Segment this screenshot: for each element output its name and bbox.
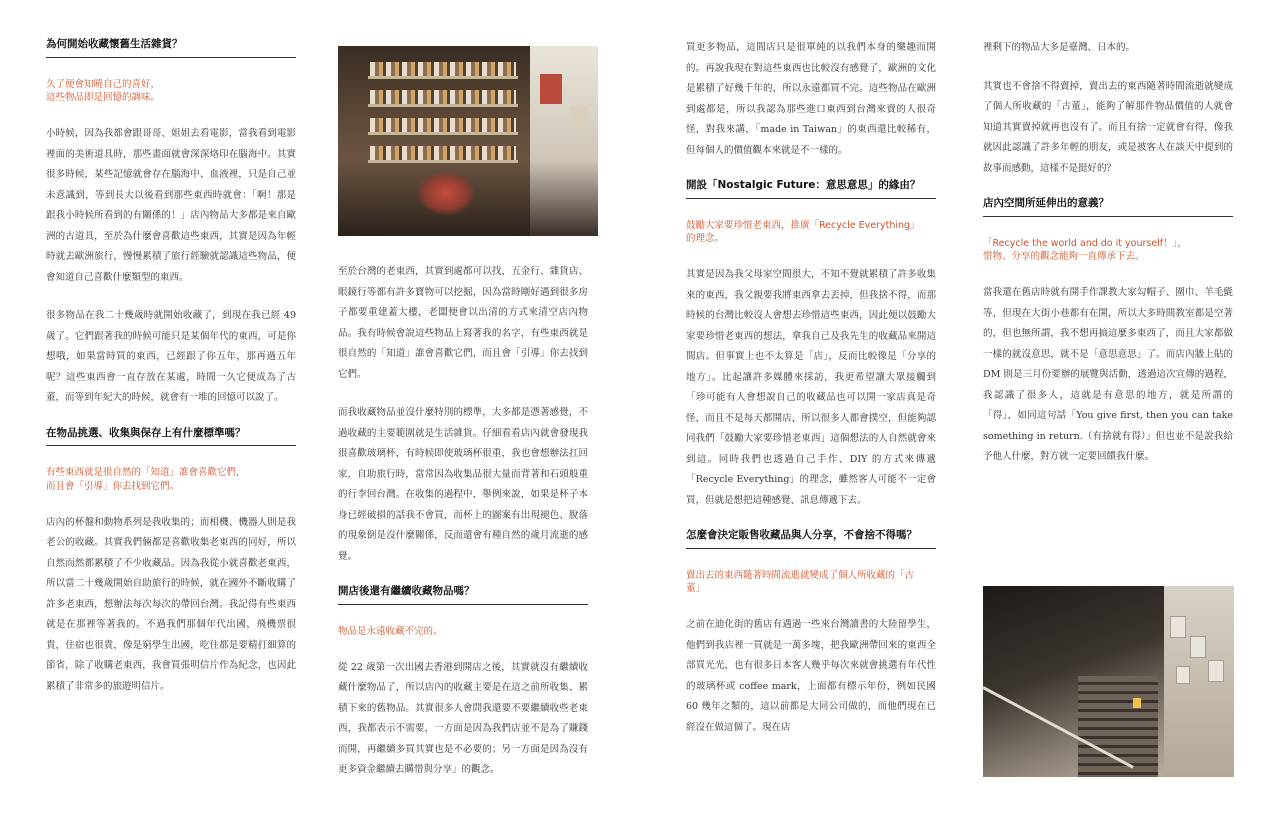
- body-paragraph: 裡剩下的物品大多是臺灣、日本的。: [983, 42, 1136, 53]
- pull-quote-diy: 「Recycle the world and do it yourself！」， 惜物、分享的觀念能夠一直傳承下去。: [983, 237, 1187, 262]
- body-paragraph: 很多物品在我二十幾歲時就開始收藏了，到現在我已經 49 歲了。它們跟著我的時候可能只是某個年代的東西，可是你想哦，如果當時買的東西，已經跟了你五年，那再過五年呢？這些東西會一直存放在某處，時間一久它便成為了古董，而等到年紀大的時候，就會有一堆的回憶可以說了。: [46, 310, 296, 404]
- body-paragraph: 至於台灣的老東西，其實到處都可以找，五金行、雜貨店、眼鏡行等都有許多寶物可以挖掘，因為當時剛好遇到很多房子都要重建蓋大樓，老闆便會以出清的方式來清空店內物品。我有時候會說這些物品上寫著我的名字，有些東西就是很自然的「知道」誰會喜歡它們，而且會「引導」你去找到它們。: [338, 266, 588, 380]
- body-paragraph: 從 22 歲第一次出國去香港到開店之後，其實就沒有繼續收藏什麼物品了，所以店內的收藏主要是在這之前所收集、累積下來的舊物品。其實很多人會問我還要不要繼續收些老東西，我都表示不需要，一方面是因為我們店並不是為了賺錢而開，再繼續多買其實也是不必要的；另一方面是因為沒有更多資金繼續去購惜與分享」的觀念。: [338, 661, 588, 776]
- body-paragraph: 其實是因為我父母家空間很大，不知不覺就累積了許多收集來的東西，我父親要我將東西拿去丟掉，但我捨不得，而那時候的台灣比較沒人會想去珍惜這些東西，因此便以鼓勵大家要珍惜老東西的想法，拿我自己及我先生的收藏品來開這間店。但事實上也不太算是「店」，反而比較像是「分享的地方」。比起讓許多媒體來採訪，我更希望讓大眾接觸到「珍可能有人會想說自己的收藏品也可以開一家店真是奇怪，而且不是每天都開店，所以很多人都會撲空，但能夠認同我們「鼓勵大家要珍惜老東西」這個想法的人自然就會來到這。同時我們也透過自己手作、DIY 的方式來傳遞「Recycle Everything」的理念，雖然客人可能不一定會買，但就是想把這種感覺、訊息傳遞下去。: [686, 269, 936, 506]
- body-paragraph: 小時候，因為我都會跟哥哥、姐姐去看電影，當我看到電影裡面的美術道具時，那些畫面就會深深烙印在腦海中。其實很多時候，某些記憶就會存在腦海中、血液裡，只是自己並未意識到，等到長大以後看到那些東西時就會：「啊！那是跟我小時候所看到的有關係的！」店內物品大多都是來自歐洲的古道具，至於為什麼會喜歡這些東西，其實是因為年輕時就去歐洲旅行，慢慢累積了旅行經驗就認識這些物品，便會知道自己喜歡什麼類型的東西。: [46, 128, 296, 283]
- body-paragraph: 買更多物品，這間店只是很單純的以我們本身的樂趣而開的。再說我現在對這些東西也比較沒有感覺了，歐洲的文化是累積了好幾千年的，所以永遠都買不完。這些物品在歐洲到處都是，所以我認為那些進口東西到台灣來賣的人很奇怪，對我來講，「made in Taiwan」的東西還比較稀有，但每個人的價值觀本來就是不一樣的。: [686, 42, 936, 156]
- body-paragraph: 當我還在舊店時就有開手作課教大家勾帽子、圍巾、羊毛氈等，但現在大街小巷都有在開，所以大多時間教室都是空著的，但也無所謂，我不想再搞這麼多東西了，而且大家都做一樣的就沒意思，就不是「意思意思」了。而店內牆上貼的 DM 則是三月份要辦的展覽與活動，透過這次宣傳的過程，我認識了很多人，這就是有意思的地方，就是所謂的「得」，如同這句話「You give first, then you can take something in return.（有捨就有得）」但也並不是說我給予他人什麼，對方就一定要回饋我什麼。: [983, 287, 1233, 463]
- pull-quote-taste: 久了便會知曉自己的喜好， 這些物品即是回憶的調味。: [46, 78, 161, 103]
- section-heading-selling: 怎麼會決定販售收藏品與人分享，不會捨不得嗎？: [686, 529, 936, 549]
- pull-quote-recycle: 鼓勵大家要珍惜老東西，推廣「Recycle Everything」 的理念。: [686, 219, 920, 244]
- shop-interior-photo: [338, 46, 598, 236]
- body-paragraph: 其實也不會捨不得賣掉，賣出去的東西隨著時間流逝就變成了個人所收藏的「古董」，能夠了解那件物品價值的人就會知道其實賣掉就再也沒有了。而且有捨一定就會有得，像我就因此認識了許多年輕的朋友，或是被客人在談天中提到的故事而感動，這樣不是挺好的？: [983, 80, 1233, 174]
- column-2: [338, 38, 588, 799]
- column-3: [686, 38, 936, 756]
- section-heading-still-collecting: 開店後還有繼續收藏物品嗎？: [338, 585, 588, 605]
- section-heading-shop-origin: 開設「Nostalgic Future：意思意思」的緣由？: [686, 179, 936, 199]
- column-4: [983, 38, 1233, 486]
- section-heading-why-collect: 為何開始收藏懷舊生活雜貨？: [46, 38, 296, 58]
- pull-quote-know: 有些東西就是很自然的「知道」誰會喜歡它們， 而且會「引導」你去找到它們。: [46, 467, 246, 492]
- body-paragraph: 店內的杯盤和動物系列是我收集的；而相機、機器人則是我老公的收藏。其實我們倆都是喜歡收集老東西的同好，所以自然而然都累積了不少收藏品。因為我從小就喜歡老東西，所以當二十幾歲開始自助旅行的時候，就在國外不斷收購了許多老東西，想辦法每次每次的帶回台灣。我記得有些東西就是在那裡等著我的。不過我們那個年代出國，飛機票很貴，住宿也很貴，像是窮學生出國，吃住都是要精打細算的節省，除了收購老東西，我會買張明信片作為紀念，也因此累積了非常多的旅遊明信片。: [46, 516, 296, 692]
- body-paragraph: 之前在迪化街的舊店有遇過一些來台灣讀書的大陸留學生，他們到我店裡一買就是一萬多塊，把我歐洲帶回來的東西全部買光光，也有很多日本客人幾乎每次來就會挑選有年代性的玻璃杯或 coffee mark，上面都有標示年份，例如民國 60 幾年之類的，這以前都是大同公司做的，而他們現在已經沒在做這個了。現在店: [686, 619, 936, 733]
- body-paragraph: 而我收藏物品並沒什麼特別的標準，大多都是憑著感覺，不過收藏的主要範圍就是生活雜貨。仔細看看店內就會發現我很喜歡玻璃杯，有時候即使玻璃杯很重，我也會想辦法扛回家，自助旅行時，當常因為收集品很大量而背著和石頭般重的行李回台灣。在收集的過程中，舉例來說，如果是杯子本身已經破損的話我不會買，而杯上的圖案有出現褪色、脫落的現象倒是沒什麼關係，反而還會有種自然的歲月流逝的感覺。: [338, 407, 588, 562]
- pull-quote-antique: 賣出去的東西隨著時間流逝就變成了個人所收藏的「古 董」: [686, 569, 915, 595]
- column-1: [46, 38, 296, 715]
- section-heading-selection-standard: 在物品挑選、收集與保存上有什麼標準嗎？: [46, 427, 296, 447]
- staircase-photo: [983, 586, 1234, 777]
- pull-quote-endless: 物品是永遠收藏不完的。: [338, 625, 443, 637]
- section-heading-space-meaning: 店內空間所延伸出的意義？: [983, 197, 1233, 217]
